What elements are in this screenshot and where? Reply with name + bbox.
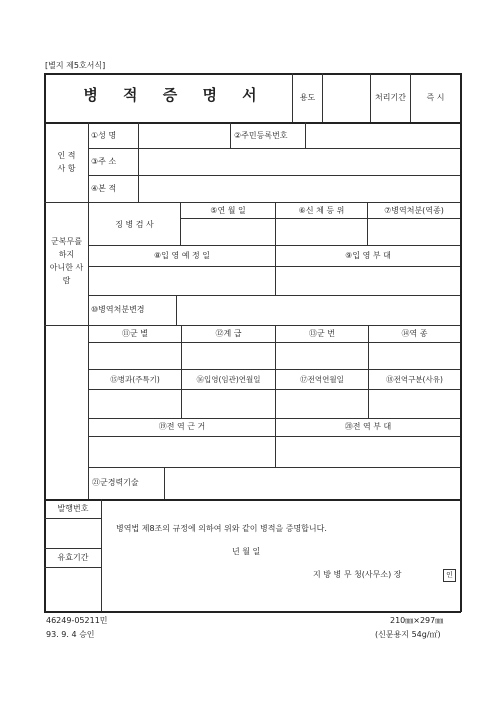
processing-period-label: 처리기간 [375, 93, 406, 102]
name-label: ①성 명 [91, 131, 117, 140]
disposition-change-label: ⑩병역처분변경 [91, 305, 145, 314]
domicile-label: ④본 적 [91, 184, 117, 193]
discharge-date-field[interactable] [277, 391, 366, 416]
purpose-field[interactable] [323, 90, 370, 106]
processing-period-value: 즉 시 [426, 93, 445, 102]
enlist-plan-date-field[interactable] [90, 268, 273, 293]
career-field[interactable] [166, 469, 458, 497]
service-type-label: ⑭역 종 [401, 329, 428, 338]
issue-date-line: 년 월 일 [232, 547, 261, 556]
domicile-field[interactable] [140, 177, 457, 200]
physical-exam-label: 징 병 검 사 [115, 220, 154, 229]
career-label: ㉑군경력기술 [92, 478, 139, 487]
certification-statement: 병역법 제8조의 규정에 의하여 위와 같이 병적을 증명합니다. [116, 524, 327, 533]
specialty-label: ⑮병과(주특기) [110, 375, 160, 384]
issuer-name: 지 방 병 무 청(사무소) 장 [313, 570, 402, 579]
approval-date: 93. 9. 4 승인 [46, 630, 95, 639]
issue-number-label: 발행번호 [57, 504, 89, 513]
disposition-field[interactable] [369, 220, 458, 243]
discharge-basis-field[interactable] [90, 438, 273, 465]
physical-grade-label: ⑥신 체 등 위 [298, 206, 345, 215]
rank-label: ⑫계 급 [215, 329, 242, 338]
discharge-type-field[interactable] [370, 391, 458, 416]
serial-number-field[interactable] [277, 344, 366, 367]
exam-date-label: ⑤연 월 일 [210, 206, 246, 215]
exam-date-field[interactable] [182, 220, 273, 243]
personal-section-label-1: 인 적 [57, 151, 76, 160]
rrn-field[interactable] [307, 124, 457, 146]
physical-grade-field[interactable] [277, 220, 365, 243]
rank-field[interactable] [183, 344, 273, 367]
issue-number-field[interactable] [46, 520, 99, 546]
branch-label: ⑪군 별 [122, 329, 148, 338]
personal-section-label-2: 사 항 [57, 164, 76, 173]
discharge-date-label: ⑰전역연월일 [300, 375, 344, 384]
name-field[interactable] [140, 124, 228, 146]
disposition-label: ⑦병역처분(역종) [384, 206, 444, 215]
purpose-label: 용도 [299, 93, 316, 102]
paper-size: 210㎜×297㎜ [390, 616, 444, 625]
disposition-change-field[interactable] [178, 297, 458, 323]
enlist-unit-field[interactable] [277, 268, 458, 293]
form-code: 46249-05211민 [46, 616, 108, 625]
form-number-label: [별지 제5호서식] [45, 61, 106, 70]
serial-number-label: ⑬군 번 [309, 329, 335, 338]
nonservice-section-label-4: 람 [62, 276, 71, 285]
validity-period-label: 유효기간 [57, 553, 89, 562]
discharge-type-label: ⑱전역구분(사유) [386, 375, 443, 384]
discharge-basis-label: ⑲전 역 근 거 [158, 422, 206, 431]
enlist-date-field[interactable] [183, 391, 273, 416]
nonservice-section-label-3: 아니한 사 [49, 263, 84, 272]
nonservice-section-label-2: 하지 [58, 250, 75, 259]
enlist-date-label: ⑯입영(임관)연월일 [196, 375, 261, 384]
discharge-unit-label: ⑳전 역 부 대 [344, 422, 392, 431]
address-field[interactable] [140, 150, 457, 173]
branch-field[interactable] [90, 344, 179, 367]
address-label: ③주 소 [91, 157, 117, 166]
specialty-field[interactable] [90, 391, 179, 416]
enlist-unit-label: ⑨입 영 부 대 [345, 251, 391, 260]
nonservice-section-label-1: 군복무를 [51, 237, 82, 246]
seal-mark: 인 [443, 569, 456, 582]
paper-type: (신문용지 54g/㎡) [375, 630, 441, 639]
enlist-plan-date-label: ⑧입 영 예 정 일 [154, 251, 210, 260]
rrn-label: ②주민등록번호 [234, 131, 288, 140]
document-title: 병 적 증 명 서 [83, 86, 267, 104]
discharge-unit-field[interactable] [277, 438, 458, 465]
validity-period-field[interactable] [46, 569, 99, 609]
service-type-field[interactable] [370, 344, 458, 367]
